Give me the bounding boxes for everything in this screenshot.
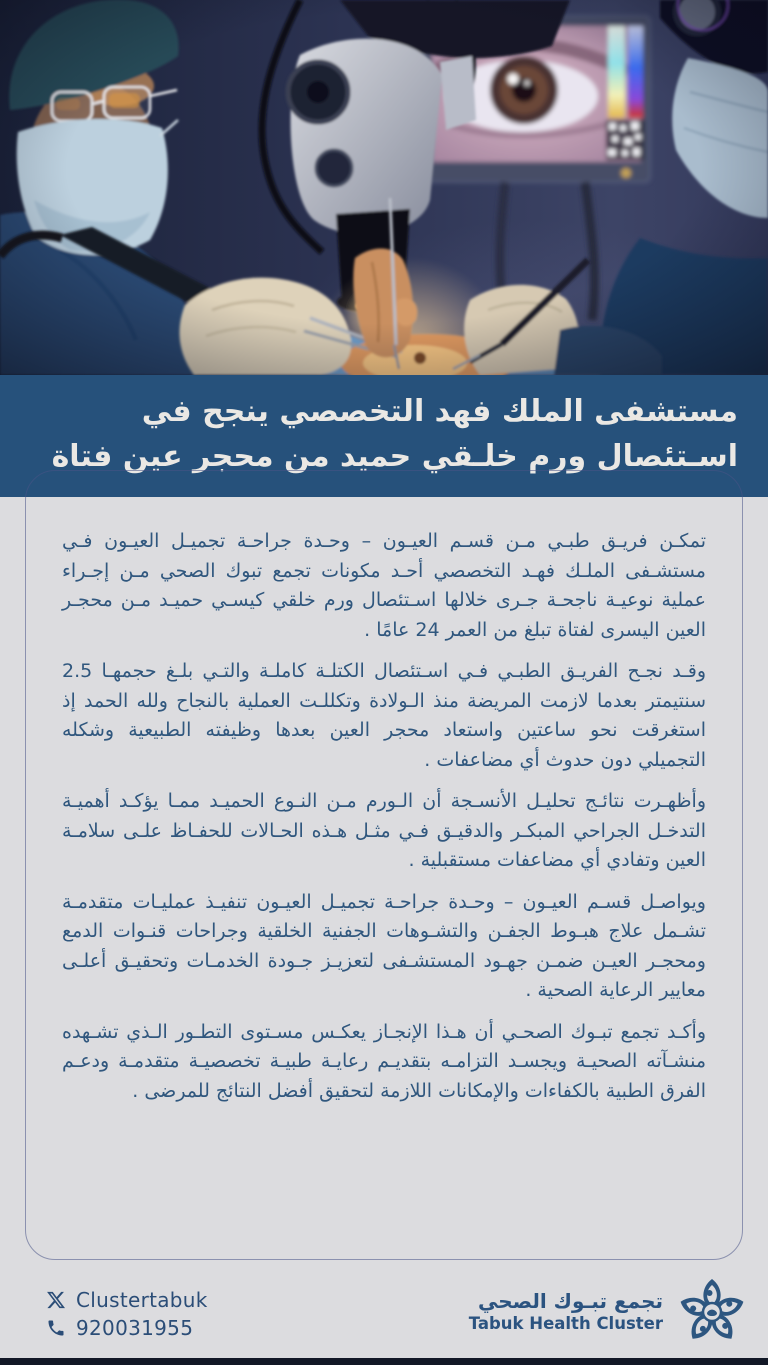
x-handle-row xyxy=(46,1286,208,1314)
article-paragraph: تمكـن فريـق طبـي مـن قسـم العيـون – وحـدة جراحـة تجميـل العيـون فـي مستشـفى الملـك فهـد التخصصي أحـد مكونات تجمع تبوك الصحي مـن إجـراء عملية نوعيـة ناجحـة جـرى خلالها اسـتئصال ورم خلقي كيسـي حميـد مـن محجـر العين اليسرى لفتاة تبلغ من العمر 24 عامًا . xyxy=(62,530,706,641)
x-icon xyxy=(46,1290,66,1310)
phone-row xyxy=(46,1314,208,1342)
article-paragraph: وقـد نجـح الفريـق الطبـي فـي اسـتئصال الكتلـة كاملـة والتـي بلـغ حجمهـا 2.5 سنتيمتر بعدما لازمت المريضة منذ الـولادة وتكللـت العملية بالنجاح ولله الحمد إذ استغرقت نحو ساعتين واستعاد محجر العين بعدها وظيفته الطبيعية وشكله التجميلي دون حدوث أي مضاعفات . xyxy=(62,660,706,771)
footer-brand xyxy=(469,1276,748,1348)
footer-contact xyxy=(46,1286,208,1342)
brand-text xyxy=(469,1289,663,1335)
brand-name-english: Tabuk Health Cluster xyxy=(468,1314,663,1333)
headline-line-1: مستشفى الملك فهد التخصصي ينجح في xyxy=(141,394,738,429)
x-handle: Clustertabuk xyxy=(76,1288,208,1312)
article-paragraph: ويواصـل قسـم العيـون – وحـدة جراحـة تجميـل العيـون تنفيـذ عمليـات متقدمـة تشـمل علاج هبـوط الجفـن والتشـوهات الجفنية الخلقية وجراحات قنـوات الدمع ومحجـر العيـن ضمـن جهـود المستشـفى لتعزيـز جـودة الخدمـات وتحقيـق أعلـى معايير الرعاية الصحية . xyxy=(62,890,706,1001)
article-paragraph: وأكـد تجمع تبـوك الصحـي أن هـذا الإنجـاز يعكـس مسـتوى التطـور الـذي تشـهده منشـآته الصحيـة ويجسـد التزامـه بتقديـم رعايـة طبيـة تخصصيـة متقدمـة ودعـم الفرق الطبية بالكفاءات والإمكانات اللازمة لتحقيق أفضل النتائج للمرضى . xyxy=(62,1020,706,1102)
phone-icon xyxy=(46,1318,66,1338)
article-paragraph: وأظهـرت نتائـج تحليـل الأنسـجة أن الـورم مـن النـوع الحميـد ممـا يؤكـد أهميـة التدخـل الجراحي المبكـر والدقيـق فـي مثـل هـذه الحـالات للحفـاظ علـى سلامـة العين وتفادي أي مضاعفات مستقبلية . xyxy=(62,790,706,871)
hero-photo xyxy=(0,0,768,375)
article-body xyxy=(62,527,706,1118)
headline-line-2: اسـتئصال ورم خلـقي حميد من محجر عين فتاة xyxy=(51,439,738,474)
brand-name-arabic: تجمع تبـوك الصحي xyxy=(477,1289,663,1313)
page-title xyxy=(0,375,768,479)
flower-logo-icon xyxy=(676,1276,748,1348)
bottom-edge-bar xyxy=(0,1358,768,1365)
surgery-photo-illustration xyxy=(0,0,768,375)
phone-number: 920031955 xyxy=(76,1316,194,1340)
